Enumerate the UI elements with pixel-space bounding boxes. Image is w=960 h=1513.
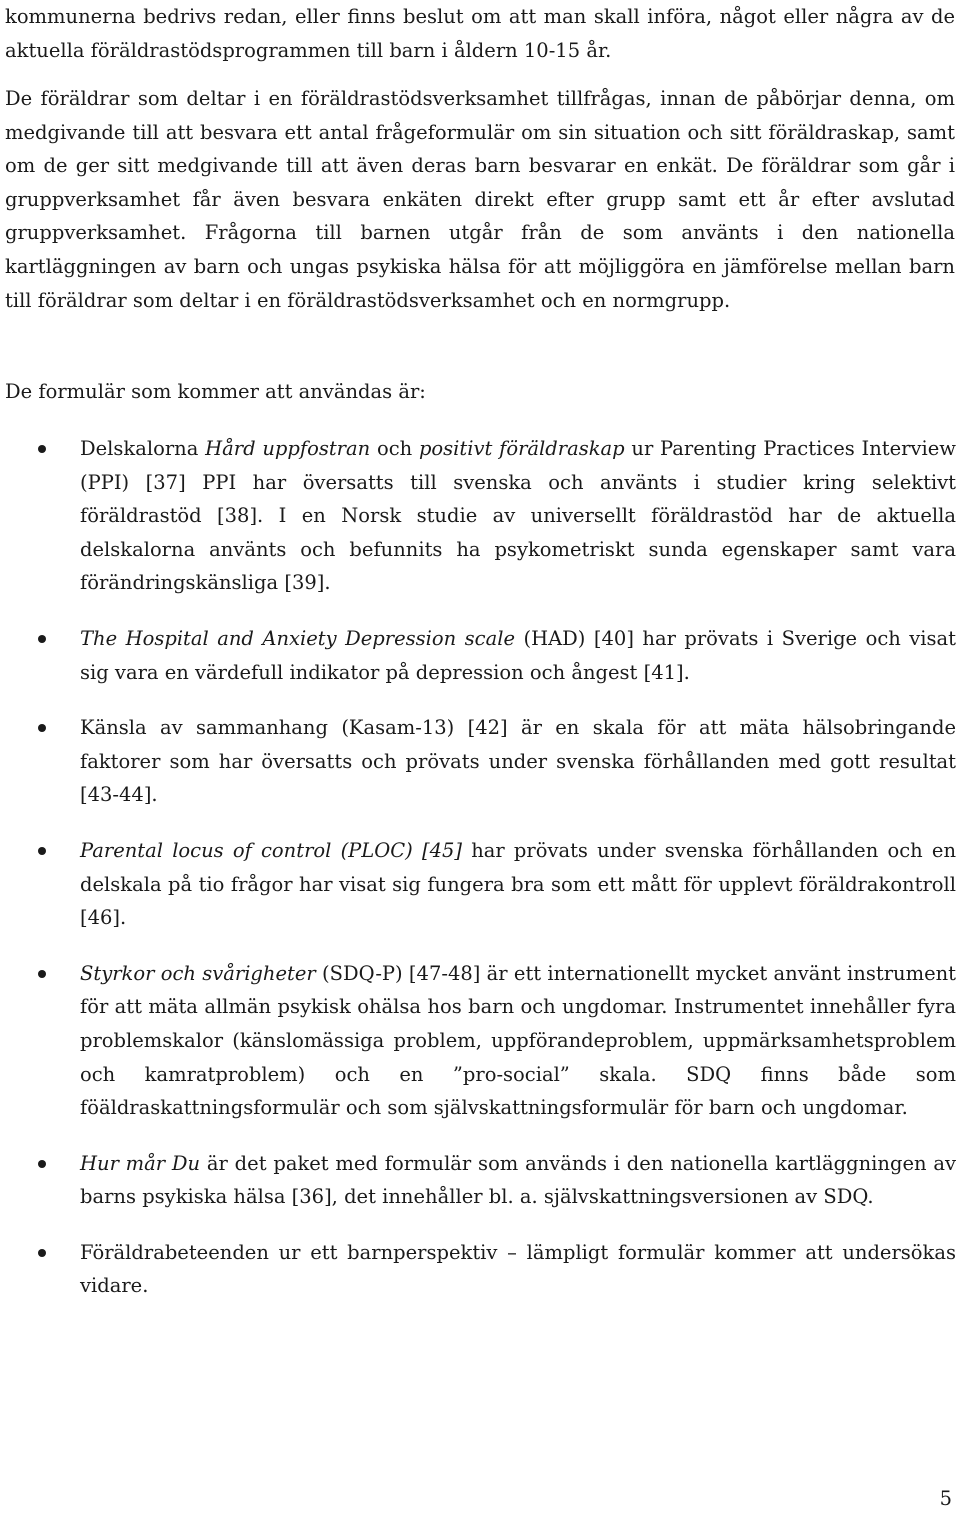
- list-item: [0, 1147, 960, 1214]
- bullet-text: (HAD) [40] har prövats i Sverige och visat sig vara en värdefull indikator på depression och ångest [41].: [80, 626, 956, 684]
- bullet-icon: [38, 1160, 46, 1168]
- bullet-text: Delskalorna: [80, 437, 206, 460]
- page-number: 5: [939, 1487, 952, 1510]
- bullet-text: (SDQ-P) [47-48] är ett internationellt mycket använt instrument för att mäta allmän psykisk ohälsa hos barn och ungdomar. Instrumentet innehåller fyra problemskalor (känslomässiga problem, uppförandeproblem, uppmärksamhetsproblem och kamratproblem) och en ”pro-social” skala. SDQ finns både som föäldraskattningsformulär och som självskattningsformulär för barn och ungdomar.: [80, 961, 957, 1120]
- bullet-italic: Hur mår Du: [80, 1151, 201, 1175]
- bullet-italic: Hård uppfostran: [205, 437, 371, 460]
- bullet-text: Känsla av sammanhang (Kasam-13) [42] är en skala för att mäta hälsobringande faktorer som har översatts och prövats under svenska förhållanden med gott resultat [43-44].: [80, 716, 956, 807]
- bullet-text: har prövats under svenska förhållanden och en delskala på tio frågor har visat sig fungera bra som ett mått för upplevt föräldrakontroll [46].: [80, 838, 956, 930]
- bullet-icon: [38, 724, 46, 732]
- paragraph-consent: De föräldrar som deltar i en föräldrastödsverksamhet tillfrågas, innan de påbörjar denna, om medgivande till att besvara ett antal frågeformulär om sin situation och sitt föräldraskap, samt om de ger sitt medgivande till att även deras barn besvarar en enkät. De föräldrar som går i gruppverksamhet får även besvara enkäten direkt efter grupp samt ett år efter avslutad gruppverksamhet. Frågorna till barnen utgår från de som använts i den nationella kartläggningen av barn och ungas psykiska hälsa för att möjliggöra en jämförelse mellan barn till föräldrar som deltar i en föräldrastödsverksamhet och en normgrupp.: [5, 87, 955, 312]
- bullet-text: är det paket med formulär som används i den nationella kartläggningen av barns psykiska hälsa [36], det innehåller bl. a. självskattningsversionen av SDQ.: [80, 1151, 956, 1209]
- list-item: [0, 1236, 960, 1303]
- bullet-icon: [38, 847, 46, 855]
- bullet-icon: [38, 635, 46, 643]
- bullet-italic: Parental locus of control (PLOC) [45]: [80, 838, 462, 862]
- list-item: [0, 834, 960, 935]
- list-item: [0, 622, 960, 689]
- list-item: [0, 432, 960, 600]
- list-item: [0, 957, 960, 1125]
- list-item: [0, 711, 960, 812]
- bullet-icon: [38, 445, 46, 453]
- bullet-italic: Styrkor och svårigheter: [80, 961, 316, 985]
- paragraph-forms-lead: De formulär som kommer att användas är:: [5, 380, 426, 403]
- paragraph-intro: kommunerna bedrivs redan, eller finns beslut om att man skall införa, något eller några av de aktuella föräldrastödsprogrammen till barn i åldern 10-15 år.: [5, 5, 955, 62]
- bullet-italic: positivt föräldraskap: [418, 437, 625, 460]
- bullet-icon: [38, 970, 46, 978]
- bullet-text: Föräldrabeteenden ur ett barnperspektiv – lämpligt formulär kommer att undersökas vidare.: [80, 1240, 956, 1298]
- bullet-icon: [38, 1249, 46, 1257]
- forms-bullet-list: [0, 432, 960, 1325]
- bullet-text: ur Parenting Practices Interview (PPI) [37] PPI har översatts till svenska och använts i studier kring selektivt föräldrastöd [38]. I en Norsk studie av universellt föräldrastöd har de aktuella delskalorna använts och befunnits ha psykometriskt sunda egenskaper samt vara förändringskänsliga [39].: [80, 437, 956, 595]
- bullet-text: och: [370, 437, 419, 460]
- bullet-italic: The Hospital and Anxiety Depression scale: [80, 626, 515, 650]
